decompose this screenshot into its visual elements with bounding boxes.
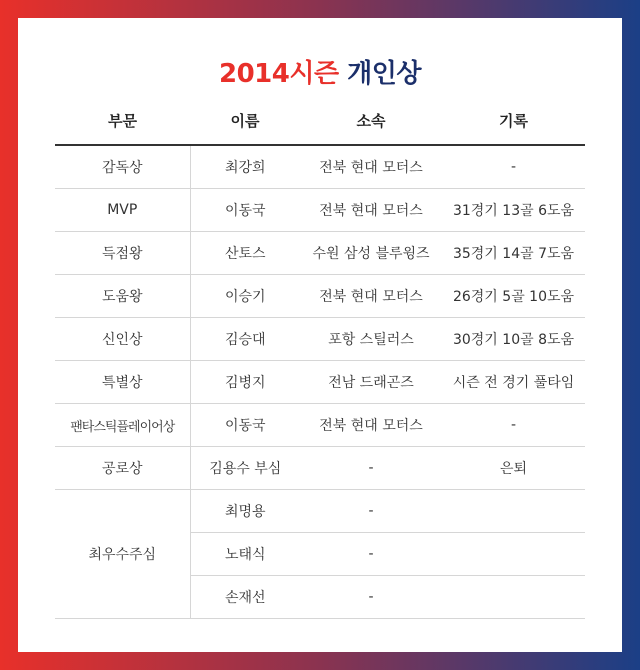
table-row [55, 145, 585, 189]
table-row [55, 318, 585, 361]
cell-name: 김승대 [190, 318, 300, 361]
awards-table [55, 96, 585, 619]
table-row [55, 490, 585, 533]
title-year: 2014시즌 [218, 59, 339, 89]
page-title [18, 53, 622, 90]
cell-record [442, 533, 585, 576]
cell-team: 전북 현대 모터스 [300, 404, 442, 447]
header-category: 부문 [55, 96, 190, 145]
title-text: 개인상 [347, 59, 422, 89]
cell-team: 수원 삼성 블루윙즈 [300, 232, 442, 275]
cell-category: 신인상 [55, 318, 190, 361]
cell-record: 31경기 13골 6도움 [442, 189, 585, 232]
header-name: 이름 [190, 96, 300, 145]
cell-category: 공로상 [55, 447, 190, 490]
cell-record: 26경기 5골 10도움 [442, 275, 585, 318]
table-row [55, 189, 585, 232]
cell-team: 전북 현대 모터스 [300, 275, 442, 318]
cell-category: 팬타스틱플레이어상 [55, 404, 190, 447]
cell-team: - [300, 447, 442, 490]
header-record: 기록 [442, 96, 585, 145]
cell-name: 이동국 [190, 189, 300, 232]
table-header-row [55, 96, 585, 145]
cell-record: - [442, 404, 585, 447]
cell-name: 이승기 [190, 275, 300, 318]
cell-record: - [442, 145, 585, 189]
cell-team: - [300, 533, 442, 576]
cell-name: 김용수 부심 [190, 447, 300, 490]
cell-name: 이동국 [190, 404, 300, 447]
cell-team: - [300, 490, 442, 533]
cell-record: 은퇴 [442, 447, 585, 490]
cell-team: 전북 현대 모터스 [300, 145, 442, 189]
cell-record: 30경기 10골 8도움 [442, 318, 585, 361]
cell-record: 35경기 14골 7도움 [442, 232, 585, 275]
cell-category-referee: 최우수주심 [55, 490, 190, 619]
cell-name: 최명용 [190, 490, 300, 533]
cell-record [442, 490, 585, 533]
cell-name: 노태식 [190, 533, 300, 576]
table-row [55, 275, 585, 318]
cell-name: 손재선 [190, 576, 300, 619]
cell-category: 감독상 [55, 145, 190, 189]
cell-category: MVP [55, 189, 190, 232]
cell-name: 최강희 [190, 145, 300, 189]
table-row [55, 447, 585, 490]
table-row [55, 232, 585, 275]
content-panel [18, 18, 622, 652]
cell-record [442, 576, 585, 619]
cell-team: - [300, 576, 442, 619]
cell-category: 도움왕 [55, 275, 190, 318]
cell-name: 김병지 [190, 361, 300, 404]
cell-name: 산토스 [190, 232, 300, 275]
cell-category: 특별상 [55, 361, 190, 404]
cell-record: 시즌 전 경기 풀타임 [442, 361, 585, 404]
cell-category: 득점왕 [55, 232, 190, 275]
table-row [55, 404, 585, 447]
cell-team: 전남 드래곤즈 [300, 361, 442, 404]
table-row [55, 361, 585, 404]
cell-team: 전북 현대 모터스 [300, 189, 442, 232]
cell-team: 포항 스틸러스 [300, 318, 442, 361]
header-team: 소속 [300, 96, 442, 145]
